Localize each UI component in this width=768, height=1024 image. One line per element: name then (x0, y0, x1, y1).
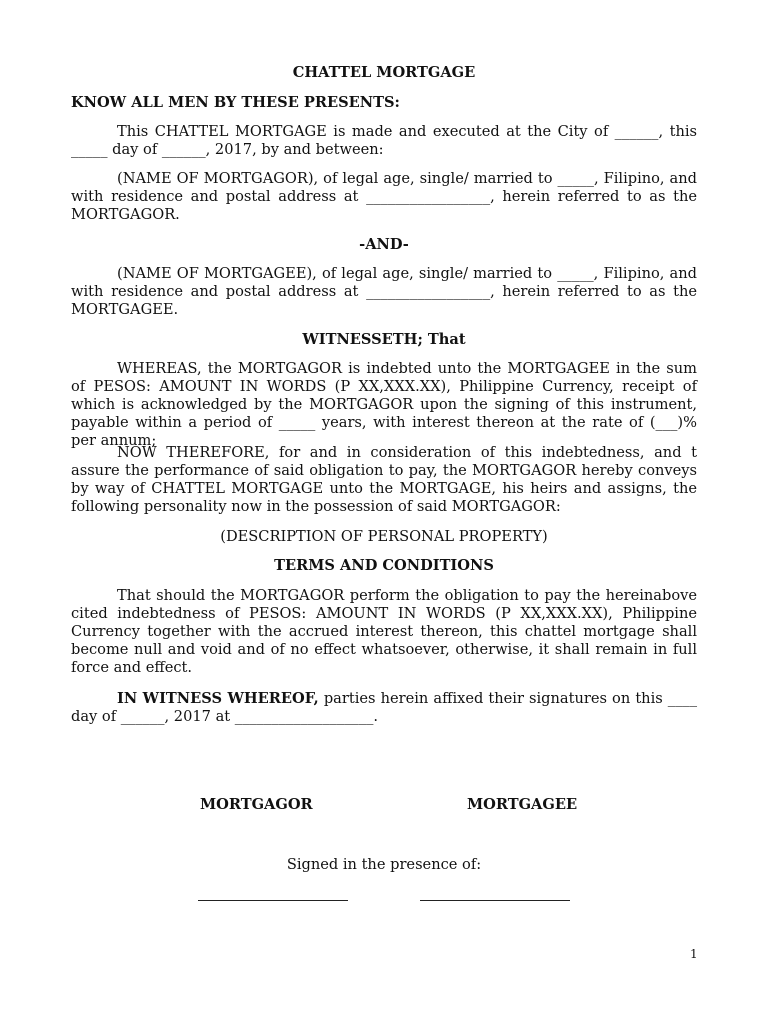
intro-paragraph: This CHATTEL MORTGAGE is made and executed at the City of ______, this _____ day of ______, 2017, by and between: (71, 123, 697, 158)
presence-label: Signed in the presence of: (286, 856, 482, 873)
witness-signature-line-1 (198, 900, 348, 901)
document-title: CHATTEL MORTGAGE (292, 64, 476, 81)
whereas-paragraph: WHEREAS, the MORTGAGOR is indebted unto the MORTGAGEE in the sum of PESOS: AMOUNT IN WORDS (P XX,XXX.XX), Philippine Currency, receipt of which is acknowledged by the MORTGAGOR upon the signing of this instrument, payable within a period of _____ years, with interest thereon at the rate of (___)% per annum; (71, 360, 697, 449)
witness-signature-line-2 (420, 900, 570, 901)
terms-paragraph: That should the MORTGAGOR perform the obligation to pay the hereinabove cited indebtedness of PESOS: AMOUNT IN WORDS (P XX,XXX.XX), Philippine Currency together with the accrued interest thereon, this chattel mortgage shall become null and void and of no effect whatsoever, otherwise, it shall remain in full force and effect. (71, 587, 697, 676)
mortgagee-party-paragraph: (NAME OF MORTGAGEE), of legal age, single/ married to _____, Filipino, and with residence and postal address at _________________, herein referred to as the MORTGAGEE. (71, 265, 697, 318)
now-therefore-paragraph: NOW THEREFORE, for and in consideration of this indebtedness, and t assure the performance of said obligation to pay, the MORTGAGOR hereby conveys by way of CHATTEL MORTGAGE unto the MORTGAGE, his heirs and assigns, the following personality now in the possession of said MORTGAGOR: (71, 444, 697, 515)
witness-paragraph (71, 690, 697, 726)
property-description: (DESCRIPTION OF PERSONAL PROPERTY) (220, 528, 548, 545)
mortgagor-signature-label: MORTGAGOR (200, 796, 313, 813)
mortgagee-signature-label: MORTGAGEE (467, 796, 578, 813)
witness-lead: IN WITNESS WHEREOF, (117, 690, 319, 707)
mortgagor-party-paragraph: (NAME OF MORTGAGOR), of legal age, single/ married to _____, Filipino, and with residence and postal address at _________________, herein referred to as the MORTGAGOR. (71, 170, 697, 223)
witnesseth-heading: WITNESSETH; That (302, 331, 466, 348)
page-number: 1 (690, 947, 698, 961)
and-separator: -AND- (359, 236, 409, 253)
terms-heading: TERMS AND CONDITIONS (274, 557, 494, 574)
salutation: KNOW ALL MEN BY THESE PRESENTS: (71, 94, 400, 111)
witness-rest: parties herein affixed their signatures on this ____ day of ______, 2017 at ___________________. (71, 690, 697, 725)
